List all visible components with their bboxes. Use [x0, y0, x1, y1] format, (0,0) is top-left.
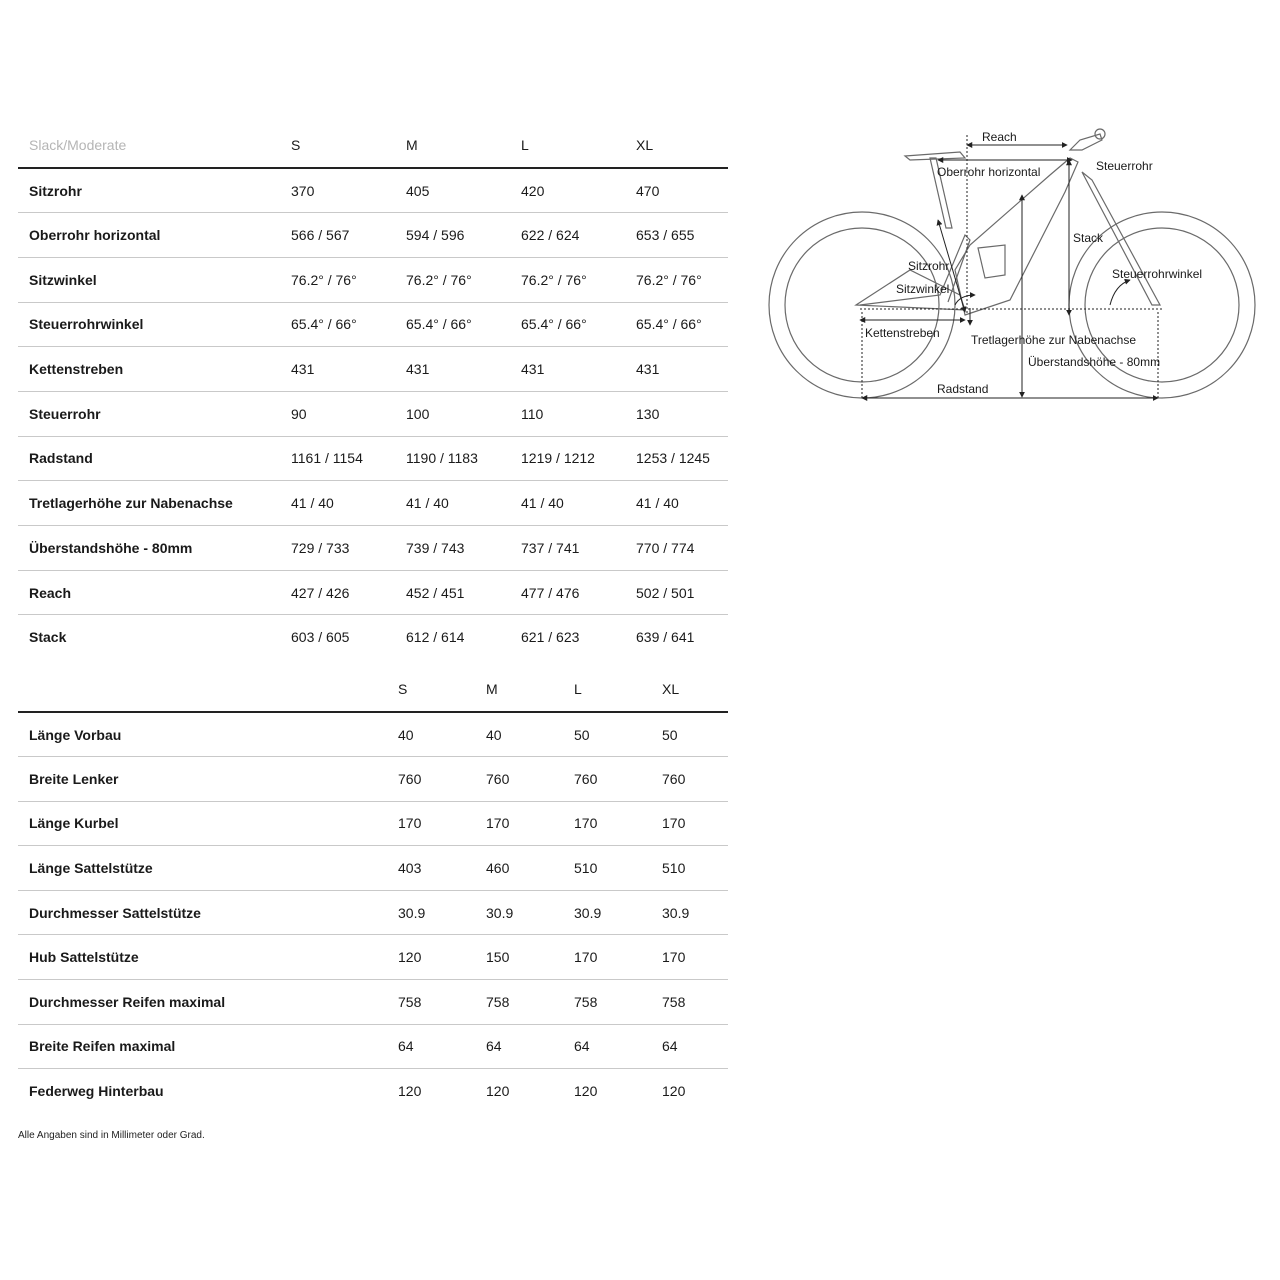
label-steuerrohr: Steuerrohr	[1096, 159, 1153, 173]
cell-m: 40	[486, 726, 502, 743]
cell-xl: 65.4° / 66°	[636, 316, 702, 333]
row-label: Reach	[29, 584, 72, 601]
geometry-row	[18, 257, 728, 302]
cell-xl: 64	[662, 1038, 678, 1055]
cell-s: 566 / 567	[291, 227, 350, 244]
geometry-row	[18, 526, 728, 571]
cell-l: 758	[574, 993, 598, 1010]
label-oberrohr: Oberrohr horizontal	[937, 165, 1041, 179]
cell-xl: 30.9	[662, 904, 690, 921]
row-label: Steuerrohrwinkel	[29, 316, 144, 333]
geometry-row	[18, 436, 728, 481]
cell-m: 739 / 743	[406, 539, 465, 556]
cell-s: 370	[291, 182, 315, 199]
row-label: Sitzwinkel	[29, 271, 97, 288]
cell-l: 120	[574, 1083, 598, 1100]
size-header-m: M	[395, 122, 510, 168]
components-table	[18, 666, 728, 1113]
cell-s: 76.2° / 76°	[291, 271, 357, 288]
geometry-table	[18, 122, 728, 660]
cell-m: 452 / 451	[406, 584, 465, 601]
cell-l: 170	[574, 949, 598, 966]
row-label: Überstandshöhe - 80mm	[29, 539, 193, 556]
comp-size-header-xl: XL	[651, 666, 728, 712]
cell-l: 30.9	[574, 904, 602, 921]
cell-m: 612 / 614	[406, 629, 465, 646]
label-ueberstand: Überstandshöhe - 80mm	[1028, 355, 1161, 369]
cell-l: 622 / 624	[521, 227, 580, 244]
row-label: Länge Sattelstütze	[29, 860, 153, 877]
size-header-l: L	[510, 122, 625, 168]
component-row	[18, 980, 728, 1025]
cell-l: 110	[521, 405, 544, 422]
cell-xl: 431	[636, 361, 660, 378]
geometry-row	[18, 168, 728, 213]
cell-l: 1219 / 1212	[521, 450, 595, 467]
cell-xl: 770 / 774	[636, 539, 695, 556]
cell-s: 30.9	[398, 904, 426, 921]
label-sitzrohr: Sitzrohr	[908, 259, 950, 273]
geometry-row	[18, 391, 728, 436]
cell-m: 100	[406, 405, 430, 422]
label-sitzwinkel: Sitzwinkel	[896, 282, 950, 296]
label-tretlager: Tretlagerhöhe zur Nabenachse	[971, 333, 1136, 347]
component-row	[18, 846, 728, 891]
cell-m: 150	[486, 949, 510, 966]
component-row	[18, 757, 728, 802]
row-label: Länge Vorbau	[29, 726, 122, 743]
cell-m: 120	[486, 1083, 510, 1100]
cell-m: 170	[486, 815, 510, 832]
cell-s: 120	[398, 1083, 422, 1100]
components-corner	[18, 666, 387, 712]
cell-m: 758	[486, 993, 510, 1010]
comp-size-header-m: M	[475, 666, 563, 712]
row-label: Kettenstreben	[29, 361, 124, 378]
label-stack: Stack	[1073, 231, 1104, 245]
cell-l: 420	[521, 182, 545, 199]
stem-shape	[1070, 134, 1102, 150]
label-radstand: Radstand	[937, 382, 989, 396]
cell-l: 64	[574, 1038, 590, 1055]
cell-l: 760	[574, 770, 598, 787]
cell-m: 64	[486, 1038, 502, 1055]
cell-s: 603 / 605	[291, 629, 350, 646]
geometry-row	[18, 570, 728, 615]
row-label: Durchmesser Sattelstütze	[29, 904, 201, 921]
label-kettenstreben: Kettenstreben	[865, 326, 940, 340]
shock-shape	[978, 245, 1005, 278]
row-label: Tretlagerhöhe zur Nabenachse	[29, 495, 233, 512]
cell-s: 403	[398, 860, 422, 877]
size-header-xl: XL	[625, 122, 728, 168]
cell-m: 41 / 40	[406, 495, 449, 512]
component-row	[18, 1069, 728, 1114]
cell-s: 90	[291, 405, 307, 422]
cell-s: 64	[398, 1038, 414, 1055]
cell-xl: 470	[636, 182, 660, 199]
geometry-header-row	[18, 122, 728, 168]
component-row	[18, 1024, 728, 1069]
row-label: Steuerrohr	[29, 405, 101, 422]
head-angle-arc	[1110, 280, 1130, 305]
cell-m: 460	[486, 860, 510, 877]
cell-s: 760	[398, 770, 422, 787]
cell-s: 1161 / 1154	[291, 450, 363, 467]
cell-xl: 76.2° / 76°	[636, 271, 702, 288]
cell-m: 431	[406, 361, 430, 378]
comp-size-header-l: L	[563, 666, 651, 712]
label-reach: Reach	[982, 130, 1017, 144]
cell-l: 41 / 40	[521, 495, 564, 512]
geometry-row	[18, 481, 728, 526]
components-header-row	[18, 666, 728, 712]
cell-l: 76.2° / 76°	[521, 271, 587, 288]
component-row	[18, 935, 728, 980]
saddle-shape	[905, 152, 965, 160]
cell-m: 30.9	[486, 904, 514, 921]
cell-m: 594 / 596	[406, 227, 465, 244]
cell-l: 737 / 741	[521, 539, 580, 556]
row-label: Sitzrohr	[29, 182, 82, 199]
row-label: Breite Lenker	[29, 770, 119, 787]
cell-xl: 50	[662, 726, 678, 743]
row-label: Oberrohr horizontal	[29, 227, 161, 244]
cell-l: 621 / 623	[521, 629, 580, 646]
row-label: Stack	[29, 629, 67, 646]
cell-m: 65.4° / 66°	[406, 316, 472, 333]
row-label: Breite Reifen maximal	[29, 1038, 176, 1055]
cell-m: 760	[486, 770, 510, 787]
diagram-labels	[865, 130, 1202, 396]
cell-xl: 639 / 641	[636, 629, 695, 646]
geometry-row	[18, 213, 728, 258]
component-row	[18, 712, 728, 757]
cell-s: 431	[291, 361, 315, 378]
geometry-row	[18, 615, 728, 660]
cell-s: 170	[398, 815, 422, 832]
main-frame-shape	[955, 158, 1078, 315]
cell-xl: 758	[662, 993, 686, 1010]
label-steuerrohrwinkel: Steuerrohrwinkel	[1112, 267, 1203, 281]
cell-xl: 1253 / 1245	[636, 450, 710, 467]
cell-m: 76.2° / 76°	[406, 271, 472, 288]
geometry-row	[18, 347, 728, 392]
cell-xl: 41 / 40	[636, 495, 679, 512]
cell-s: 729 / 733	[291, 539, 350, 556]
cell-s: 40	[398, 726, 414, 743]
cell-s: 65.4° / 66°	[291, 316, 357, 333]
footnote: Alle Angaben sind in Millimeter oder Grad.	[18, 1130, 205, 1141]
cell-s: 41 / 40	[291, 495, 334, 512]
row-label: Hub Sattelstütze	[29, 949, 139, 966]
cell-s: 427 / 426	[291, 584, 350, 601]
cell-l: 431	[521, 361, 545, 378]
component-row	[18, 801, 728, 846]
cell-m: 1190 / 1183	[406, 450, 478, 467]
row-label: Radstand	[29, 450, 93, 467]
cell-s: 758	[398, 993, 422, 1010]
cell-l: 477 / 476	[521, 584, 580, 601]
size-header-s: S	[280, 122, 395, 168]
cell-xl: 170	[662, 815, 686, 832]
cell-xl: 510	[662, 860, 686, 877]
cell-xl: 502 / 501	[636, 584, 695, 601]
cell-xl: 760	[662, 770, 686, 787]
component-row	[18, 890, 728, 935]
comp-size-header-s: S	[387, 666, 475, 712]
bike-geometry-diagram	[760, 120, 1270, 420]
seat-angle-arc	[955, 295, 975, 305]
row-label: Durchmesser Reifen maximal	[29, 993, 226, 1010]
geometry-row	[18, 302, 728, 347]
cell-m: 405	[406, 182, 430, 199]
cell-l: 50	[574, 726, 590, 743]
cell-xl: 120	[662, 1083, 686, 1100]
cell-xl: 653 / 655	[636, 227, 695, 244]
cell-s: 120	[398, 949, 422, 966]
preset-label: Slack/Moderate	[18, 122, 280, 168]
row-label: Länge Kurbel	[29, 815, 119, 832]
cell-xl: 170	[662, 949, 686, 966]
cell-l: 65.4° / 66°	[521, 316, 587, 333]
row-label: Federweg Hinterbau	[29, 1083, 164, 1100]
cell-xl: 130	[636, 405, 660, 422]
cell-l: 170	[574, 815, 598, 832]
cell-l: 510	[574, 860, 598, 877]
